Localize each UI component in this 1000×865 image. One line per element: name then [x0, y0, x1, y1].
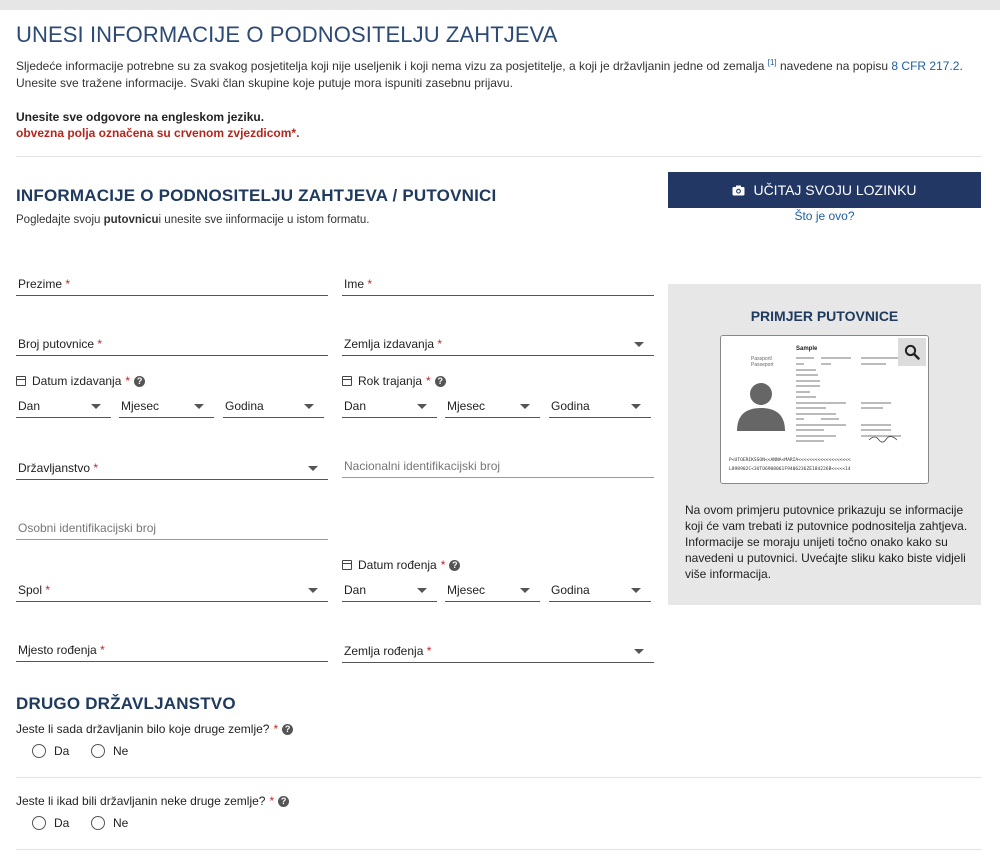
- passport-sample-title: PRIMJER PUTOVNICE: [750, 308, 899, 324]
- svg-text:Passeport: Passeport: [751, 362, 774, 368]
- birth-city-field[interactable]: Mjesto rođenja *: [16, 640, 328, 662]
- magnifier-icon: [904, 344, 920, 360]
- past-citizenship-no-radio[interactable]: Ne: [91, 816, 128, 830]
- required-note: obvezna polja označena su crvenom zvjezdicom*.: [16, 126, 300, 140]
- chevron-down-icon: [194, 404, 204, 409]
- issuing-country-label: Zemlja izdavanja: [344, 337, 435, 351]
- birth-city-label: Mjesto rođenja: [18, 643, 97, 657]
- issue-day-select[interactable]: Dan: [16, 396, 111, 418]
- section-title-passport: INFORMACIJE O PODNOSITELJU ZAHTJEVA / PUTOVNICI: [16, 186, 497, 205]
- chevron-down-icon: [631, 404, 641, 409]
- help-icon[interactable]: ?: [278, 796, 289, 807]
- expiry-month-select[interactable]: Mjesec: [445, 396, 540, 418]
- surname-field[interactable]: Prezime *: [16, 274, 328, 296]
- citizenship-select[interactable]: Državljanstvo *: [16, 458, 328, 480]
- top-bar: [0, 0, 1000, 10]
- section-title-other-citizenship: DRUGO DRŽAVLJANSTVO: [16, 694, 236, 713]
- passport-sample-description: Na ovom primjeru putovnice prikazuju se informacije koji će vam trebati iz putovnice podnositelja zahtjeva. Informacije se moraju unijeti točno onako kako su navedeni u putovnici. Uvećajte sliku kako biste vidjeli više informacija.: [685, 503, 968, 581]
- calendar-icon: [342, 376, 352, 386]
- chevron-down-icon: [417, 404, 427, 409]
- national-id-placeholder: Nacionalni identifikacijski broj: [344, 459, 501, 473]
- footnote-link[interactable]: [1]: [767, 58, 777, 67]
- birth-country-label: Zemlja rođenja: [344, 644, 424, 658]
- sample-word: Sample: [796, 346, 818, 352]
- birth-month-select[interactable]: Mjesec: [445, 580, 540, 602]
- radio-circle: [91, 816, 105, 830]
- sex-label: Spol: [18, 583, 43, 597]
- svg-text:Passport/: Passport/: [751, 356, 773, 362]
- divider: [16, 849, 982, 850]
- current-citizenship-no-radio[interactable]: Ne: [91, 744, 128, 758]
- camera-icon: [732, 185, 745, 196]
- mrz-line-2: L898902C<3UTO6908061F9406236ZE184226B<<<<<14: [729, 467, 851, 472]
- chevron-down-icon: [308, 466, 318, 471]
- cfr-link[interactable]: 8 CFR 217.2: [891, 59, 960, 73]
- chevron-down-icon: [634, 649, 644, 654]
- calendar-icon: [342, 560, 352, 570]
- expiry-year-select[interactable]: Godina: [549, 396, 651, 418]
- surname-label: Prezime: [18, 277, 63, 291]
- chevron-down-icon: [417, 588, 427, 593]
- radio-circle: [32, 816, 46, 830]
- question-current-citizenship: Jeste li sada državljanin bilo koje druge zemlje? * ?: [16, 722, 293, 736]
- citizenship-label: Državljanstvo: [18, 461, 91, 475]
- question-past-citizenship: Jeste li ikad bili državljanin neke druge zemlje? * ?: [16, 794, 289, 808]
- help-icon[interactable]: ?: [134, 376, 145, 387]
- national-id-field[interactable]: [342, 456, 654, 478]
- help-icon[interactable]: ?: [435, 376, 446, 387]
- issue-year-select[interactable]: Godina: [223, 396, 324, 418]
- expiry-date-label: Rok trajanja * ?: [342, 374, 446, 388]
- chevron-down-icon: [91, 404, 101, 409]
- chevron-down-icon: [520, 588, 530, 593]
- radio-circle: [91, 744, 105, 758]
- zoom-button[interactable]: [898, 338, 926, 366]
- passport-number-field[interactable]: Broj putovnice *: [16, 334, 328, 356]
- issue-date-label: Datum izdavanja * ?: [16, 374, 145, 388]
- calendar-icon: [16, 376, 26, 386]
- upload-button-label: UČITAJ SVOJU LOZINKU: [753, 182, 917, 198]
- upload-passport-button[interactable]: [668, 172, 981, 208]
- chevron-down-icon: [304, 404, 314, 409]
- what-is-this-link[interactable]: Što je ovo?: [794, 209, 855, 223]
- radio-circle: [32, 744, 46, 758]
- birth-country-select[interactable]: Zemlja rođenja *: [342, 641, 654, 663]
- given-name-field[interactable]: Ime *: [342, 274, 654, 296]
- personal-id-placeholder: Osobni identifikacijski broj: [18, 521, 157, 535]
- chevron-down-icon: [308, 588, 318, 593]
- divider: [16, 777, 982, 778]
- mrz-line-1: P<UTOERIKSSON<<ANNA<MARIA<<<<<<<<<<<<<<<<<<<: [729, 458, 851, 463]
- expiry-day-select[interactable]: Dan: [342, 396, 437, 418]
- birth-year-select[interactable]: Godina: [549, 580, 651, 602]
- issuing-country-select[interactable]: Zemlja izdavanja *: [342, 334, 654, 356]
- passport-number-label: Broj putovnice: [18, 337, 95, 351]
- issue-month-select[interactable]: Mjesec: [119, 396, 214, 418]
- chevron-down-icon: [634, 342, 644, 347]
- divider: [16, 156, 982, 157]
- passport-sample-image[interactable]: [720, 335, 929, 484]
- current-citizenship-yes-radio[interactable]: Da: [32, 744, 69, 758]
- personal-id-field[interactable]: [16, 518, 328, 540]
- help-icon[interactable]: ?: [449, 560, 460, 571]
- birth-day-select[interactable]: Dan: [342, 580, 437, 602]
- page-title: UNESI INFORMACIJE O PODNOSITELJU ZAHTJEVA: [16, 22, 558, 47]
- help-icon[interactable]: ?: [282, 724, 293, 735]
- sex-select[interactable]: Spol *: [16, 580, 328, 602]
- intro-text: Sljedeće informacije potrebne su za svakog posjetitelja koji nije useljenik i koji nema vizu za posjetitelje, a koji je državljanin jedne od zemalja [1] navedene na popisu 8 CFR 217.2. Unesite sve tražene informacije. Svaki član skupine koje putuje mora ispuniti zasebnu prijavu.: [16, 58, 963, 90]
- english-note: Unesite sve odgovore na engleskom jeziku.: [16, 110, 265, 124]
- chevron-down-icon: [631, 588, 641, 593]
- birth-date-label: Datum rođenja * ?: [342, 558, 460, 572]
- chevron-down-icon: [520, 404, 530, 409]
- past-citizenship-yes-radio[interactable]: Da: [32, 816, 69, 830]
- given-name-label: Ime: [344, 277, 365, 291]
- section-subtitle: Pogledajte svoju putovnicui unesite sve iinformacije u istom formatu.: [16, 214, 370, 226]
- passport-sample-panel: [668, 284, 981, 605]
